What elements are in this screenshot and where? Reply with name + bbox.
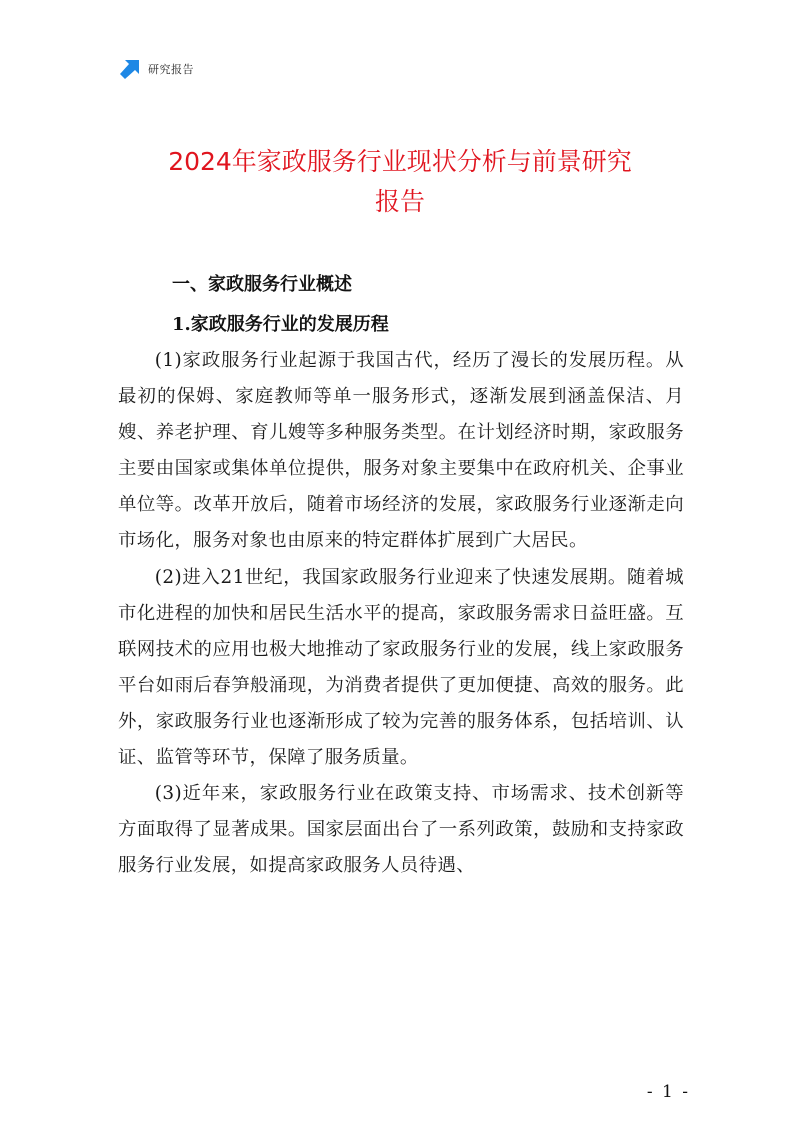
paragraph-3: (3)近年来，家政服务行业在政策支持、市场需求、技术创新等方面取得了显著成果。国家层面出台了一系列政策，鼓励和支持家政服务行业发展，如提高家政服务人员待遇、 (118, 783, 684, 877)
paragraph-1: (1)家政服务行业起源于我国古代，经历了漫长的发展历程。从最初的保姆、家庭教师等单一服务形式，逐渐发展到涵盖保洁、月嫂、养老护理、育儿嫂等多种服务类型。在计划经济时期，家政服务主要由国家或集体单位提供，服务对象主要集中在政府机关、企事业单位等。改革开放后，随着市场经济的发展，家政服务行业逐渐走向市场化，服务对象也由原来的特定群体扩展到广大居民。 (118, 350, 684, 552)
body-text (118, 343, 684, 884)
title-line-2: 报告 (374, 187, 425, 216)
page-header (120, 58, 194, 80)
header-label: 研究报告 (148, 63, 194, 76)
page-number: - 1 - (646, 1082, 690, 1102)
document-title (110, 142, 690, 222)
title-line-1: 2024年家政服务行业现状分析与前景研究 (168, 147, 632, 176)
paragraph-2: (2)进入21世纪，我国家政服务行业迎来了快速发展期。随着城市化进程的加快和居民生活水平的提高，家政服务需求日益旺盛。互联网技术的应用也极大地推动了家政服务行业的发展，线上家政服务平台如雨后春笋般涌现，为消费者提供了更加便捷、高效的服务。此外，家政服务行业也逐渐形成了较为完善的服务体系，包括培训、认证、监管等环节，保障了服务质量。 (118, 566, 684, 769)
sub-heading: 1.家政服务行业的发展历程 (172, 314, 389, 335)
arrow-up-right-icon (120, 59, 140, 79)
section-heading: 一、家政服务行业概述 (172, 274, 352, 295)
